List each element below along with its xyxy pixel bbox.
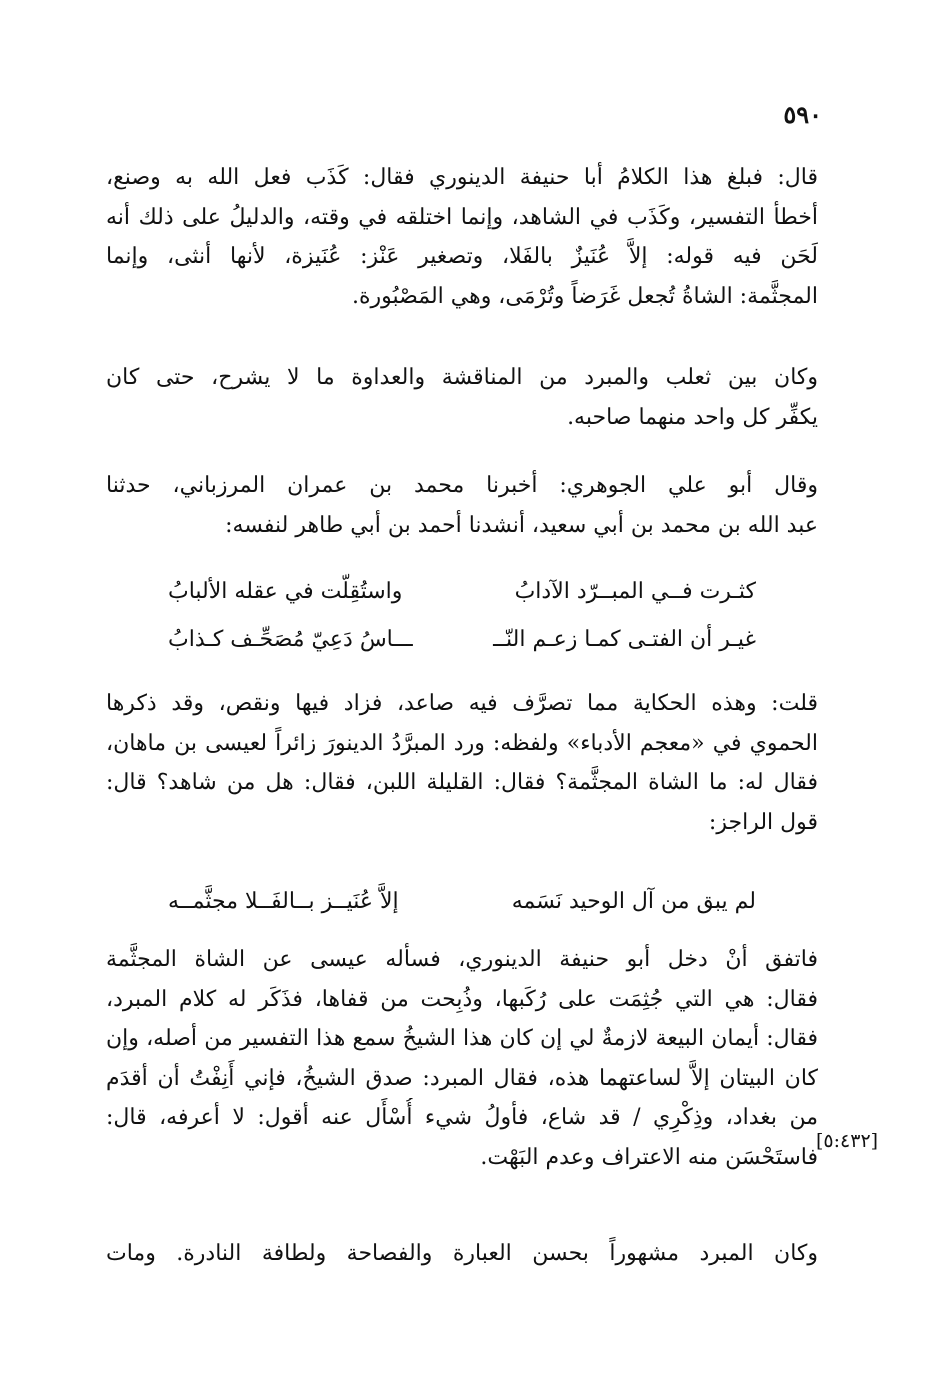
text-line: أخطأ التفسير، وكَذَب في الشاهد، وإنما اختلقه في وقته، والدليلُ على ذلك أنه [106,204,818,230]
text-line: فقال: هي التي جُثِمَت على رُكَبها، وذُبِحت من قفاها، فذَكَر له كلام المبرد، [106,986,818,1012]
hemistich: ـــاسُ دَعِيّ مُصَحِّـف كـذابُ [168,627,413,652]
text-line: يكفِّر كل واحد منهما صاحبه. [567,404,818,430]
hemistich: كثـرت فــي المبــرّد الآدابُ [514,579,756,604]
hemistich: واستُقِلّت في عقله الألبابُ [168,579,403,604]
text-line: وقال أبو علي الجوهري: أخبرنا محمد بن عمران المرزباني، حدثنا [106,473,818,498]
hemistich: إلاَّ عُنَيــز بــالفَــلا مجثَّمــه [168,889,399,914]
text-line: المجثَّمة: الشاةُ تُجعل غَرَضاً وتُرْمَى، وهي المَصْبُورة. [352,283,818,309]
paragraph [106,940,818,1177]
paragraph [106,466,818,545]
paragraph [106,1234,818,1274]
text-line: عبد الله بن محمد بن أبي سعيد، أنشدنا أحمد بن أبي طاهر لنفسه: [225,512,818,538]
paragraph [106,158,818,316]
text-line: وكان بين ثعلب والمبرد من المناقشة والعداوة ما لا يشرح، حتى كان [106,365,818,390]
text-line: لَحَن فيه قوله: إلاَّ عُنَيزٌ بالفَلا، وتصغير عَنْز: عُنَيزة، لأنها أنثى، وإنما [106,244,818,269]
page-number: ٥٩٠ [783,100,822,129]
hemistich: لم يبق من آل الوحيد نَسَمه [511,889,756,914]
text-line: وكان المبرد مشهوراً بحسن العبارة والفصاحة ولطافة النادرة. ومات [106,1241,818,1266]
text-line: من بغداد، وذِكْرِي / قد شاع، فأولُ شيء أُسْأَل عنه أقول: لا أعرفه، قال: [106,1105,818,1130]
paragraph [106,684,818,842]
hemistich: غيـر أن الفتـى كمـا زعـم النّــ [493,627,756,652]
paragraph [106,358,818,437]
text-line: قلت: وهذه الحكاية مما تصرَّف فيه صاعد، فزاد فيها ونقص، وقد ذكرها [106,691,818,716]
text-line: قال: فبلغ هذا الكلامُ أبا حنيفة الدينوري فقال: كَذَب فعل الله به وصنع، [106,165,818,190]
text-line: فقال: أيمان البيعة لازمةٌ لي إن كان هذا الشيخُ سمع هذا التفسير من أصله، وإن [106,1026,818,1051]
text-line: فقال له: ما الشاة المجثَّمة؟ فقال: القليلة اللبن، فقال: هل من شاهد؟ قال: [106,770,818,795]
margin-page-reference: [٥:٤٣٢] [816,1130,879,1152]
text-line: قول الراجز: [708,809,818,835]
text-line: الحموي في «معجم الأدباء» ولفظه: ورد المبرَّدُ الدينورَ زائراً لعيسى بن ماهان، [106,730,818,756]
text-line: فاستَحْسَن منه الاعتراف وعدم البَهْت. [480,1144,818,1170]
text-line: كان البيتان إلاَّ لساعتهما هذه، فقال المبرد: صدق الشيخُ، فإني أَنِفْتُ أن أقدَم [106,1065,818,1091]
text-line: فاتفق أنْ دخل أبو حنيفة الدينوري، فسأله عيسى عن الشاة المجثَّمة [106,947,818,972]
